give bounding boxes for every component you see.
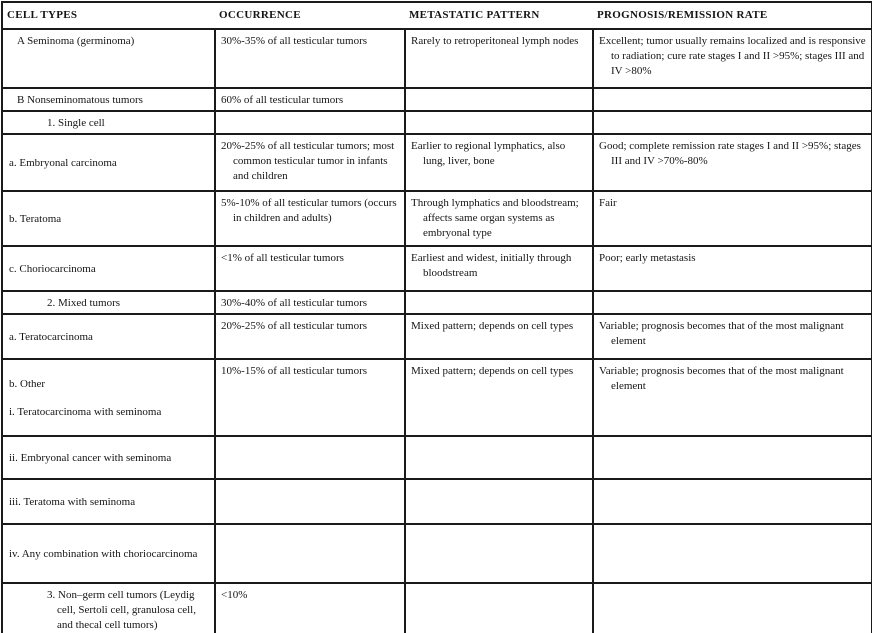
prognosis-cell: [593, 291, 872, 314]
prognosis-cell: [593, 246, 872, 291]
table-row: [2, 479, 872, 524]
metastatic-text: Mixed pattern; depends on cell types: [411, 365, 574, 377]
occurrence-cell: [215, 88, 405, 111]
table-row: [2, 314, 872, 359]
table-row: [2, 29, 872, 88]
prognosis-cell: [593, 479, 872, 524]
prognosis-cell: [593, 524, 872, 583]
cell-type-cell: [2, 583, 215, 633]
metastatic-cell: [405, 134, 593, 191]
prognosis-cell: [593, 436, 872, 479]
cell-type-label: a. Teratocarcinoma: [9, 331, 93, 343]
cell-type-label: b. Teratoma: [9, 213, 62, 225]
prognosis-cell: [593, 111, 872, 134]
occurrence-text: 10%-15% of all testicular tumors: [221, 365, 368, 377]
cell-type-cell: [2, 359, 215, 436]
prognosis-cell: [593, 314, 872, 359]
metastatic-cell: [405, 359, 593, 436]
occurrence-cell: [215, 29, 405, 88]
occurrence-text: <10%: [221, 589, 248, 601]
occurrence-text: 20%-25% of all testicular tumors; most common testicular tumor in infants and children: [221, 140, 395, 182]
occurrence-cell: [215, 479, 405, 524]
prognosis-cell: [593, 583, 872, 633]
cell-type-cell: [2, 191, 215, 246]
cell-type-label: ii. Embryonal cancer with seminoma: [9, 452, 172, 464]
cell-type-sublabel: i. Teratocarcinoma with seminoma: [9, 406, 162, 418]
occurrence-text: 60% of all testicular tumors: [221, 94, 344, 106]
metastatic-text: Earliest and widest, initially through bloodstream: [411, 252, 572, 279]
table-row: [2, 291, 872, 314]
cell-type-cell: [2, 314, 215, 359]
prognosis-cell: [593, 134, 872, 191]
metastatic-text: Rarely to retroperitoneal lymph nodes: [411, 35, 579, 47]
metastatic-cell: [405, 479, 593, 524]
occurrence-cell: [215, 191, 405, 246]
metastatic-text: Earlier to regional lymphatics, also lung, liver, bone: [411, 140, 566, 167]
table-row: [2, 359, 872, 436]
occurrence-cell: [215, 246, 405, 291]
occurrence-cell: [215, 111, 405, 134]
table-row: [2, 134, 872, 191]
metastatic-text: Through lymphatics and bloodstream; affects same organ systems as embryonal type: [411, 197, 579, 239]
metastatic-cell: [405, 524, 593, 583]
cell-type-cell: [2, 111, 215, 134]
metastatic-cell: [405, 436, 593, 479]
cell-type-label: 2. Mixed tumors: [47, 297, 121, 309]
table-row: [2, 191, 872, 246]
metastatic-cell: [405, 291, 593, 314]
cell-type-cell: [2, 134, 215, 191]
prognosis-cell: [593, 191, 872, 246]
prognosis-cell: [593, 88, 872, 111]
occurrence-cell: [215, 314, 405, 359]
occurrence-text: <1% of all testicular tumors: [221, 252, 344, 264]
prognosis-text: Fair: [599, 197, 617, 209]
occurrence-text: 5%-10% of all testicular tumors (occurs in children and adults): [221, 197, 397, 224]
metastatic-cell: [405, 583, 593, 633]
col-header-prognosis-remission-rate: PROGNOSIS/REMISSION RATE: [593, 2, 872, 29]
metastatic-cell: [405, 314, 593, 359]
prognosis-text: Excellent; tumor usually remains localized and is responsive to radiation; cure rate stages I and II >95%; stages III and IV >80%: [599, 35, 866, 77]
table-row: [2, 246, 872, 291]
prognosis-cell: [593, 359, 872, 436]
table-row: [2, 583, 872, 633]
prognosis-cell: [593, 29, 872, 88]
col-header-cell-types: CELL TYPES: [2, 2, 215, 29]
cell-type-cell: [2, 29, 215, 88]
occurrence-cell: [215, 291, 405, 314]
metastatic-text: Mixed pattern; depends on cell types: [411, 320, 574, 332]
occurrence-text: 30%-40% of all testicular tumors: [221, 297, 368, 309]
header-row: [2, 2, 872, 29]
prognosis-text: Good; complete remission rate stages I and II >95%; stages III and IV >70%-80%: [599, 140, 861, 167]
cell-type-label: c. Choriocarcinoma: [9, 263, 96, 275]
cell-type-cell: [2, 524, 215, 583]
metastatic-cell: [405, 29, 593, 88]
table-row: [2, 524, 872, 583]
table-row: [2, 88, 872, 111]
occurrence-cell: [215, 583, 405, 633]
cell-type-label: iii. Teratoma with seminoma: [9, 496, 136, 508]
cell-type-label: a. Embryonal carcinoma: [9, 157, 117, 169]
occurrence-cell: [215, 359, 405, 436]
cell-type-cell: [2, 436, 215, 479]
cell-type-label: iv. Any combination with choriocarcinoma: [9, 548, 198, 560]
occurrence-text: 30%-35% of all testicular tumors: [221, 35, 368, 47]
cell-type-label: 1. Single cell: [47, 117, 105, 129]
occurrence-cell: [215, 524, 405, 583]
cell-type-label: A Seminoma (germinoma): [17, 35, 135, 47]
col-header-occurrence: OCCURRENCE: [215, 2, 405, 29]
cell-type-label: 3. Non–germ cell tumors (Leydig cell, Sertoli cell, granulosa cell, and thecal cell tumors): [47, 589, 196, 631]
prognosis-text: Variable; prognosis becomes that of the most malignant element: [599, 320, 844, 347]
prognosis-text: Variable; prognosis becomes that of the most malignant element: [599, 365, 844, 392]
cell-type-cell: [2, 479, 215, 524]
cell-type-cell: [2, 246, 215, 291]
cell-types-table: [1, 1, 872, 633]
cell-type-cell: [2, 88, 215, 111]
table-row: [2, 111, 872, 134]
col-header-metastatic-pattern: METASTATIC PATTERN: [405, 2, 593, 29]
metastatic-cell: [405, 191, 593, 246]
metastatic-cell: [405, 246, 593, 291]
cell-type-label: B Nonseminomatous tumors: [17, 94, 143, 106]
table-row: [2, 436, 872, 479]
metastatic-cell: [405, 111, 593, 134]
occurrence-cell: [215, 134, 405, 191]
metastatic-cell: [405, 88, 593, 111]
cell-type-label: b. Other: [9, 378, 46, 390]
cell-type-cell: [2, 291, 215, 314]
prognosis-text: Poor; early metastasis: [599, 252, 696, 264]
occurrence-cell: [215, 436, 405, 479]
occurrence-text: 20%-25% of all testicular tumors: [221, 320, 368, 332]
